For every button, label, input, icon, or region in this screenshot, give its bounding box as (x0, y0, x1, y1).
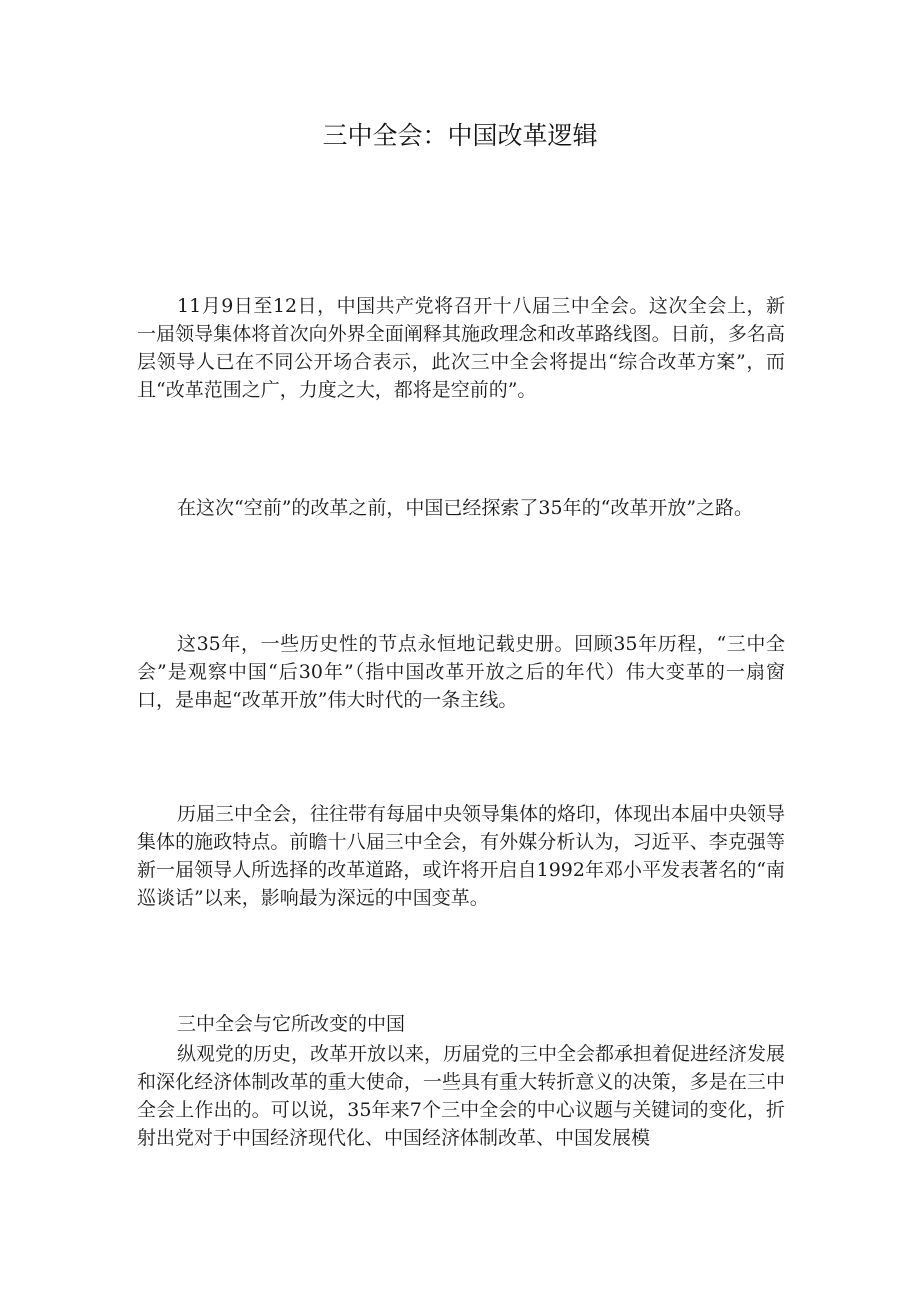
paragraph-4: 历届三中全会，往往带有每届中央领导集体的烙印，体现出本届中央领导集体的施政特点。前瞻十八届三中全会，有外媒分析认为，习近平、李克强等新一届领导人所选择的改革道路，或许将开启自1992年邓小平发表著名的“南巡谈话”以来，影响最为深远的中国变革。 (137, 803, 786, 909)
paragraph-3: 这35年，一些历史性的节点永恒地记载史册。回顾35年历程，“三中全会”是观察中国“后30年”（指中国改革开放之后的年代）伟大变革的一扇窗口，是串起“改革开放”伟大时代的一条主线。 (137, 633, 785, 711)
paragraph-5: 纵观党的历史，改革开放以来，历届党的三中全会都承担着促进经济发展和深化经济体制改革的重大使命，一些具有重大转折意义的决策，多是在三中全会上作出的。可以说，35年来7个三中全会的中心议题与关键词的变化，折射出党对于中国经济现代化、中国经济体制改革、中国发展模 (137, 1043, 786, 1149)
paragraph-1: 11月9日至12日，中国共产党将召开十八届三中全会。这次全会上，新一届领导集体将首次向外界全面阐释其施政理念和改革路线图。日前，多名高层领导人已在不同公开场合表示，此次三中全会将提出“综合改革方案”，而且“改革范围之广，力度之大，都将是空前的”。 (137, 295, 785, 401)
paragraph-2: 在这次“空前”的改革之前，中国已经探索了35年的“改革开放”之路。 (177, 497, 754, 519)
page-title: 三中全会：中国改革逻辑 (322, 121, 598, 150)
section-subheading: 三中全会与它所改变的中国 (177, 1013, 406, 1035)
